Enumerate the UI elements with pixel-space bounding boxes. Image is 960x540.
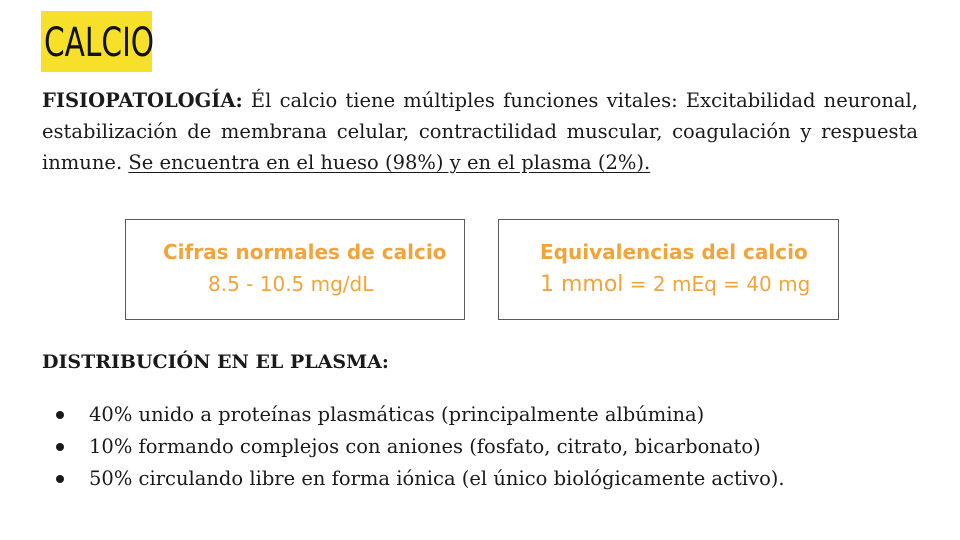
normal-values-card — [125, 219, 465, 320]
fisiopatologia-underlined-text: Se encuentra en el hueso (98%) y en el plasma (2%). — [128, 151, 651, 174]
equivalences-value-rest: = 2 mEq = 40 mg — [623, 272, 811, 296]
list-item-text: 40% unido a proteínas plasmáticas (principalmente albúmina) — [89, 403, 705, 426]
equivalences-value-mmol: 1 mmol — [540, 272, 624, 297]
equivalences-title: Equivalencias del calcio — [540, 240, 808, 264]
fisiopatologia-paragraph — [42, 85, 918, 178]
bullet-dot-icon — [56, 411, 64, 419]
page-title: CALCIO — [44, 20, 155, 66]
list-item-text: 10% formando complejos con aniones (fosfato, citrato, bicarbonato) — [89, 435, 761, 458]
normal-values-range: 8.5 - 10.5 mg/dL — [208, 272, 374, 296]
title-highlight — [41, 11, 155, 72]
list-item-text: 50% circulando libre en forma iónica (el único biológicamente activo). — [89, 467, 785, 490]
distribucion-heading: DISTRIBUCIÓN EN EL PLASMA: — [42, 351, 389, 373]
fisiopatologia-text: Él calcio tiene múltiples funciones vitales: Excitabilidad neuronal, estabilización de membrana celular, contractilidad muscular, coagulación y respuesta inmune. — [42, 89, 918, 174]
equivalences-card — [498, 219, 839, 320]
bullet-dot-icon — [56, 443, 64, 451]
equivalences-value — [540, 272, 810, 297]
fisiopatologia-label: FISIOPATOLOGÍA: — [42, 89, 243, 112]
bullet-dot-icon — [56, 475, 64, 483]
normal-values-title: Cifras normales de calcio — [163, 240, 447, 264]
